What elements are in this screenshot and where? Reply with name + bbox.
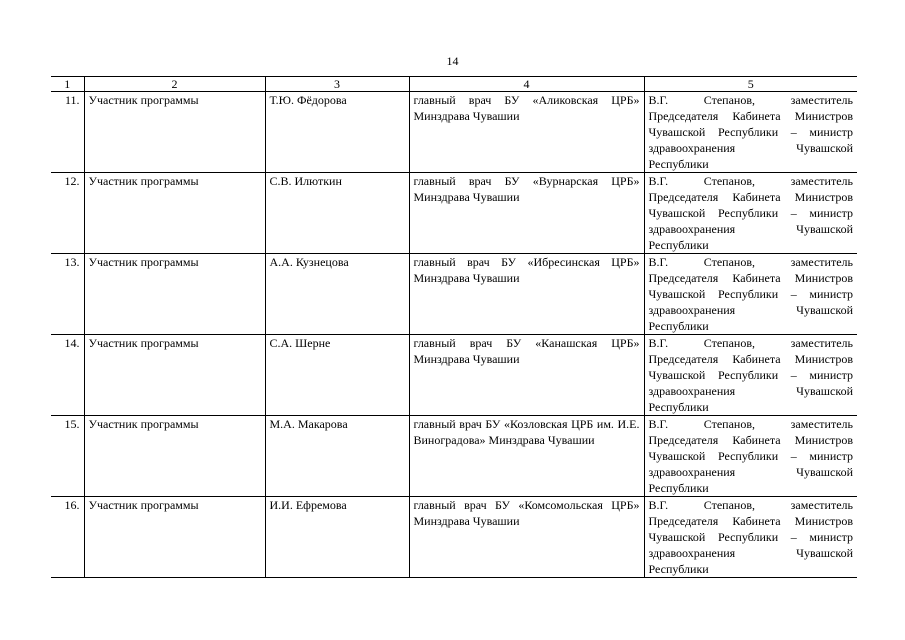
column-header-2: 2	[84, 77, 265, 92]
row-person: А.А. Кузнецова	[265, 254, 409, 335]
row-position: главный врач БУ «Аликовская ЦРБ» Минздрава Чувашии	[409, 92, 644, 173]
program-participants-table	[51, 76, 857, 578]
page-number: 14	[446, 54, 459, 68]
row-role: Участник программы	[84, 173, 265, 254]
table-row	[51, 335, 857, 416]
row-supervisor: В.Г. Степанов, заместитель Председателя Кабинета Министров Чувашской Республики – министр здравоохранения Чувашской Республики	[644, 254, 857, 335]
row-person: С.А. Шерне	[265, 335, 409, 416]
table-row	[51, 416, 857, 497]
row-number: 15.	[51, 416, 84, 497]
row-position: главный врач БУ «Козловская ЦРБ им. И.Е. Виноградова» Минздрава Чувашии	[409, 416, 644, 497]
table-header-row	[51, 77, 857, 92]
row-role: Участник программы	[84, 416, 265, 497]
row-role: Участник программы	[84, 497, 265, 578]
column-header-4: 4	[409, 77, 644, 92]
row-supervisor: В.Г. Степанов, заместитель Председателя Кабинета Министров Чувашской Республики – министр здравоохранения Чувашской Республики	[644, 92, 857, 173]
row-position: главный врач БУ «Ибресинская ЦРБ» Минздрава Чувашии	[409, 254, 644, 335]
table-row	[51, 92, 857, 173]
row-number: 13.	[51, 254, 84, 335]
table-row	[51, 497, 857, 578]
row-role: Участник программы	[84, 92, 265, 173]
row-role: Участник программы	[84, 254, 265, 335]
column-header-3: 3	[265, 77, 409, 92]
row-position: главный врач БУ «Канашская ЦРБ» Минздрава Чувашии	[409, 335, 644, 416]
column-header-5: 5	[644, 77, 857, 92]
row-position: главный врач БУ «Вурнарская ЦРБ» Минздрава Чувашии	[409, 173, 644, 254]
row-role: Участник программы	[84, 335, 265, 416]
row-person: Т.Ю. Фёдорова	[265, 92, 409, 173]
table-row	[51, 254, 857, 335]
row-person: И.И. Ефремова	[265, 497, 409, 578]
row-person: М.А. Макарова	[265, 416, 409, 497]
row-position: главный врач БУ «Комсомольская ЦРБ» Минздрава Чувашии	[409, 497, 644, 578]
row-number: 16.	[51, 497, 84, 578]
row-number: 11.	[51, 92, 84, 173]
row-supervisor: В.Г. Степанов, заместитель Председателя Кабинета Министров Чувашской Республики – министр здравоохранения Чувашской Республики	[644, 497, 857, 578]
row-number: 14.	[51, 335, 84, 416]
row-supervisor: В.Г. Степанов, заместитель Председателя Кабинета Министров Чувашской Республики – министр здравоохранения Чувашской Республики	[644, 416, 857, 497]
row-supervisor: В.Г. Степанов, заместитель Председателя Кабинета Министров Чувашской Республики – министр здравоохранения Чувашской Республики	[644, 335, 857, 416]
row-number: 12.	[51, 173, 84, 254]
row-supervisor: В.Г. Степанов, заместитель Председателя Кабинета Министров Чувашской Республики – министр здравоохранения Чувашской Республики	[644, 173, 857, 254]
row-person: С.В. Илюткин	[265, 173, 409, 254]
table-row	[51, 173, 857, 254]
column-header-1: 1	[51, 77, 84, 92]
